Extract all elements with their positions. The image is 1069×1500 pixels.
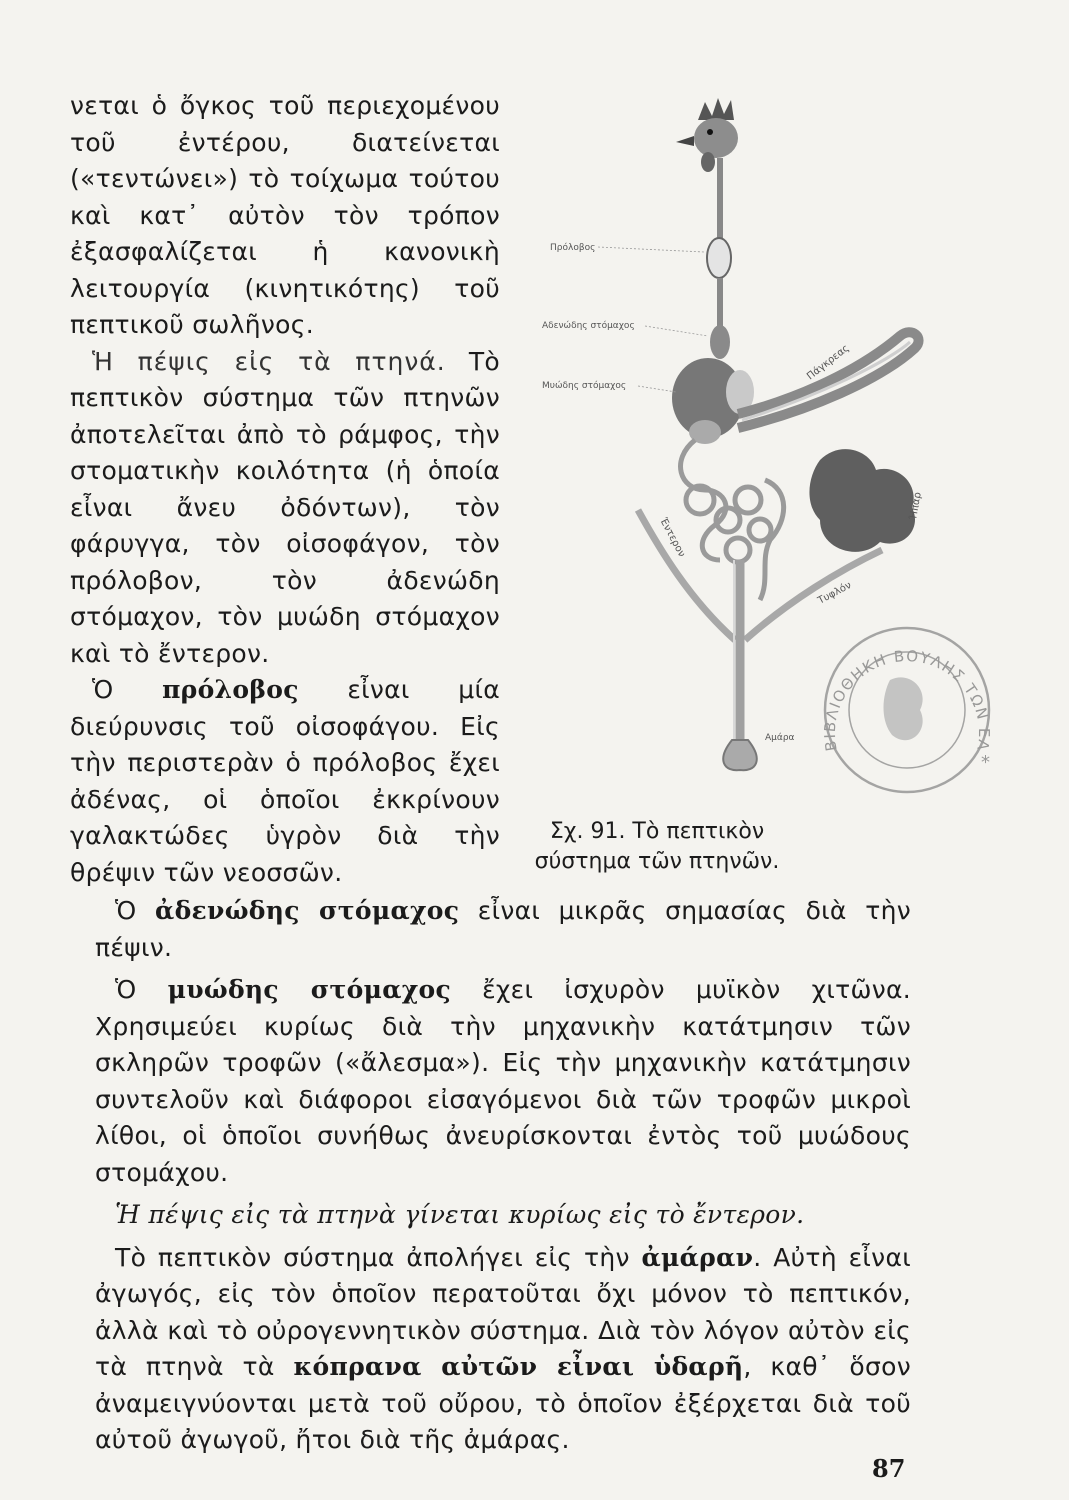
intestine-coils <box>681 440 784 600</box>
figure-caption: Σχ. 91. Τὸ πεπτικὸν σύστημα τῶν πτηνῶν. <box>534 819 780 874</box>
library-stamp <box>520 80 993 792</box>
page-number: 87 <box>872 1454 906 1483</box>
paragraph-crop: Ὁ πρόλοβος εἶναι μία διεύρυνσις τοῦ οἰσοφάγου. Εἰς τὴν περιστερὰν ὁ πρόλοβος ἔχει ἀδένας, οἱ ὁποῖοι ἐκκρίνουν γαλακτώδες ὑγρὸν διὰ τὴν θρέψιν τῶν νεοσσῶν. <box>70 675 500 887</box>
label-intestine: Έντερον <box>657 516 688 559</box>
paragraph-cloaca: Τὸ πεπτικὸν σύστημα ἀπολήγει εἰς τὴν ἀμάραν. Αὐτὴ εἶναι ἀγωγός, εἰς τὸν ὁποῖον περατοῦται ὄχι μόνον τὸ πεπτικόν, ἀλλὰ καὶ τὸ οὐρογεννητικὸν σύστημα. Διὰ τὸν λόγον αὐτὸν εἰς τὰ πτηνὰ τὰ κόπρανα αὐτῶν εἶναι ὑδαρῆ, καθ᾽ ὅσον ἀναμειγνύονται μετὰ τοῦ οὔρου, τὸ ὁποῖον ἐξέρχεται διὰ τοῦ αὐτοῦ ἀγωγοῦ, ἤτοι διὰ τῆς ἀμάρας. <box>95 1242 911 1454</box>
term-crop: πρόλοβος <box>162 675 299 704</box>
stamp-text: ΒΙΒΛΙΟΘΗΚΗ ΒΟΥΛΗΣ ΤΩΝ ΕΛ <box>820 646 994 753</box>
paragraph-gizzard: Ὁ μυώδης στόμαχος ἔχει ἰσχυρὸν μυϊκὸν χιτῶνα. Χρησιμεύει κυρίως διὰ τὴν μηχανικὴν κατάτμησιν τῶν σκληρῶν τροφῶν («ἄλεσμα»). Εἰς τὴν μηχανικὴν κατάτμησιν συντελοῦν καὶ διάφοροι εἰσαγόμενοι διὰ τῶν τροφῶν μικροὶ λίθοι, οἱ ὁποῖοι συνήθως ἀνευρίσκονται ἐντὸς τοῦ μυώδους στομάχου. <box>95 975 911 1187</box>
paragraph-bird-digestion: Ἡ πέψις εἰς τὰ πτηνά. Τὸ πεπτικὸν σύστημα τῶν πτηνῶν ἀποτελεῖται ἀπὸ τὸ ράμφος, τὴν στοματικὴν κοιλότητα (ἡ ὁποία εἶναι ἄνευ ὀδόντων), τὸν φάρυγγα, τὸν οἰσοφάγον, τὸν πρόλοβον, τὸν ἀδενώδη στόμαχον, τὸν μυώδη στόμαχον καὶ τὸ ἔντερον. <box>70 346 500 668</box>
crop-organ <box>707 238 731 278</box>
left-column-text <box>70 88 500 891</box>
paragraph-italic-summary: Ἡ πέψις εἰς τὰ πτηνὰ γίνεται κυρίως εἰς τὸ ἔντερον. <box>115 1200 805 1229</box>
term-gizzard: μυώδης στόμαχος <box>167 975 451 1004</box>
label-gizzard: Μυώδης στόμαχος <box>542 381 627 391</box>
paragraph-peristalsis: νεται ὁ ὄγκος τοῦ περιεχομένου τοῦ ἐντέρου, διατείνεται («τεντώνει») τὸ τοίχωμα τούτου καὶ κατ᾽ αὐτὸν τὸν τρόπον ἐξασφαλίζεται ἡ κανονικὴ λειτουργία (κινητικότης) τοῦ πεπτικοῦ σωλῆνος. <box>70 91 500 339</box>
term-cloaca: ἀμάραν <box>641 1242 754 1272</box>
bird-digestive-illustration <box>520 80 1000 840</box>
glandular-stomach-organ <box>710 325 730 359</box>
label-caeca: Τυφλόν <box>816 579 854 607</box>
term-watery-feces: κόπρανα αὐτῶν εἶναι ὑδαρῆ <box>293 1352 744 1381</box>
term-glandular-stomach: ἀδενώδης στόμαχος <box>155 896 460 925</box>
svg-text:*: * <box>981 752 990 773</box>
cloaca-organ <box>723 740 756 770</box>
label-crop: Πρόλοβος <box>550 243 596 253</box>
digestive-system-figure <box>520 80 1000 840</box>
label-cloaca: Αμάρα <box>765 733 795 743</box>
section-heading: Ἡ πέψις εἰς τὰ πτηνά. <box>92 346 446 376</box>
liver-organ <box>809 449 915 552</box>
full-width-text <box>95 893 911 1465</box>
rooster-head-icon <box>676 98 738 172</box>
label-pancreas: Πάγκρεας <box>805 342 852 383</box>
label-liver: Ήπαρ <box>908 491 924 521</box>
paragraph-glandular-stomach: Ὁ ἀδενώδης στόμαχος εἶναι μικρᾶς σημασίας διὰ τὴν πέψιν. <box>95 896 911 962</box>
label-glandular-stomach: Αδενώδης στόμαχος <box>542 321 635 331</box>
